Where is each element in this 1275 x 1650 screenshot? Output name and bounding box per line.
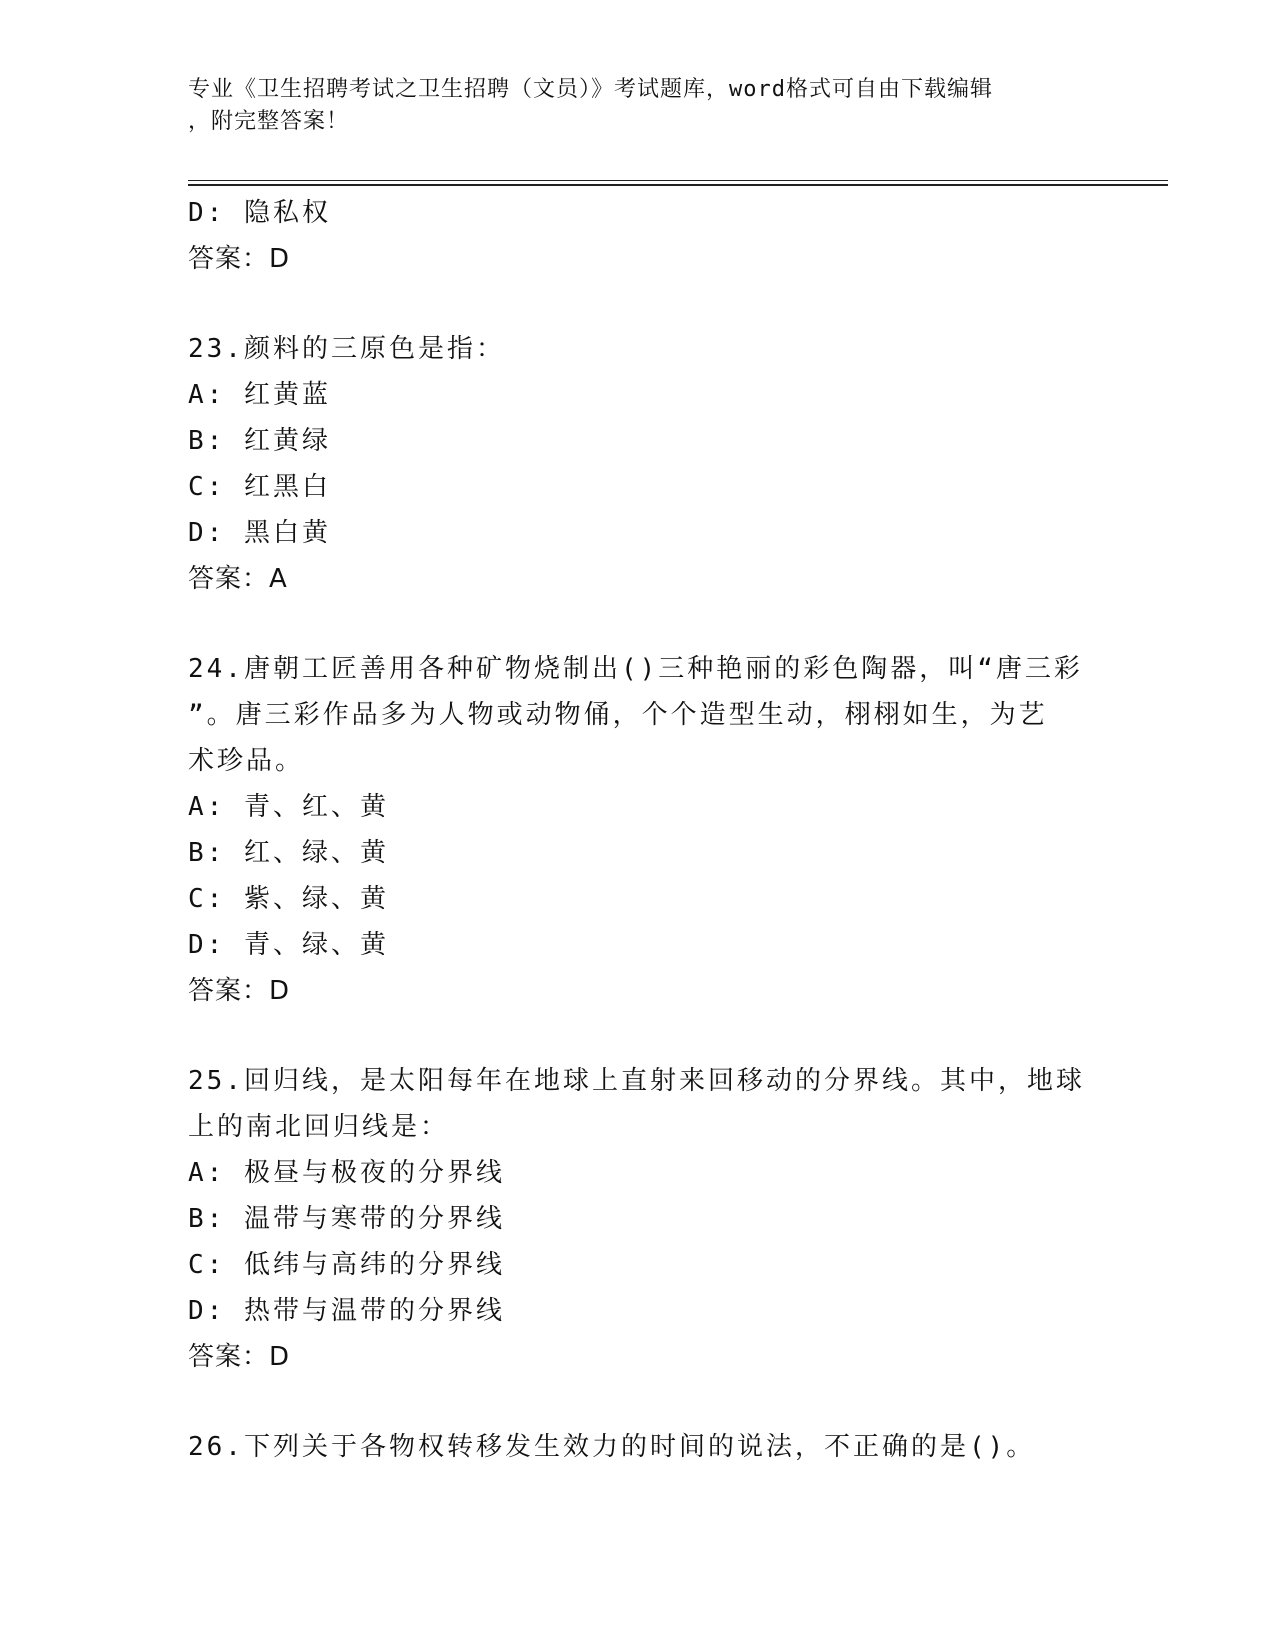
option-b: B: 温带与寒带的分界线 (188, 1204, 505, 1234)
document-header (188, 74, 1088, 138)
question-stem: 26.下列关于各物权转移发生效力的时间的说法，不正确的是()。 (188, 1432, 1036, 1462)
answer-line: 答案：D (188, 1342, 291, 1372)
carryover-question-end (188, 190, 1088, 282)
question-stem-line-3: 术珍品。 (188, 746, 305, 776)
option-a: A: 青、红、黄 (188, 792, 389, 822)
header-divider-thick (188, 184, 1168, 186)
question-stem-line-2: ”。唐三彩作品多为人物或动物俑，个个造型生动，栩栩如生，为艺 (188, 700, 1048, 730)
answer-line: 答案：D (188, 976, 291, 1006)
option-d: D: 热带与温带的分界线 (188, 1296, 505, 1326)
header-line-1: 专业《卫生招聘考试之卫生招聘（文员）》考试题库，word格式可自由下载编辑 (188, 77, 993, 102)
question-gap (188, 282, 1088, 326)
option-a: A: 极昼与极夜的分界线 (188, 1158, 505, 1188)
question-stem-line-1: 24.唐朝工匠善用各种矿物烧制出()三种艳丽的彩色陶器，叫“唐三彩 (188, 654, 1083, 684)
question-gap (188, 1014, 1088, 1058)
question-26 (188, 1424, 1088, 1470)
answer-line: 答案：A (188, 564, 288, 594)
option-b: B: 红、绿、黄 (188, 838, 389, 868)
header-divider-thin (188, 180, 1168, 181)
question-25 (188, 1058, 1088, 1380)
question-stem-line-2: 上的南北回归线是： (188, 1112, 450, 1142)
option-a: A: 红黄蓝 (188, 380, 331, 410)
option-d: D: 隐私权 (188, 198, 331, 228)
question-list (188, 190, 1088, 1470)
option-c: C: 红黑白 (188, 472, 331, 502)
question-23 (188, 326, 1088, 602)
answer-line: 答案：D (188, 244, 291, 274)
option-b: B: 红黄绿 (188, 426, 331, 456)
option-c: C: 低纬与高纬的分界线 (188, 1250, 505, 1280)
option-c: C: 紫、绿、黄 (188, 884, 389, 914)
question-gap (188, 602, 1088, 646)
option-d: D: 青、绿、黄 (188, 930, 389, 960)
question-stem: 23.颜料的三原色是指： (188, 334, 505, 364)
question-24 (188, 646, 1088, 1014)
option-d: D: 黑白黄 (188, 518, 331, 548)
question-stem-line-1: 25.回归线，是太阳每年在地球上直射来回移动的分界线。其中，地球 (188, 1066, 1085, 1096)
question-gap (188, 1380, 1088, 1424)
header-line-2: ，附完整答案！ (188, 109, 350, 134)
